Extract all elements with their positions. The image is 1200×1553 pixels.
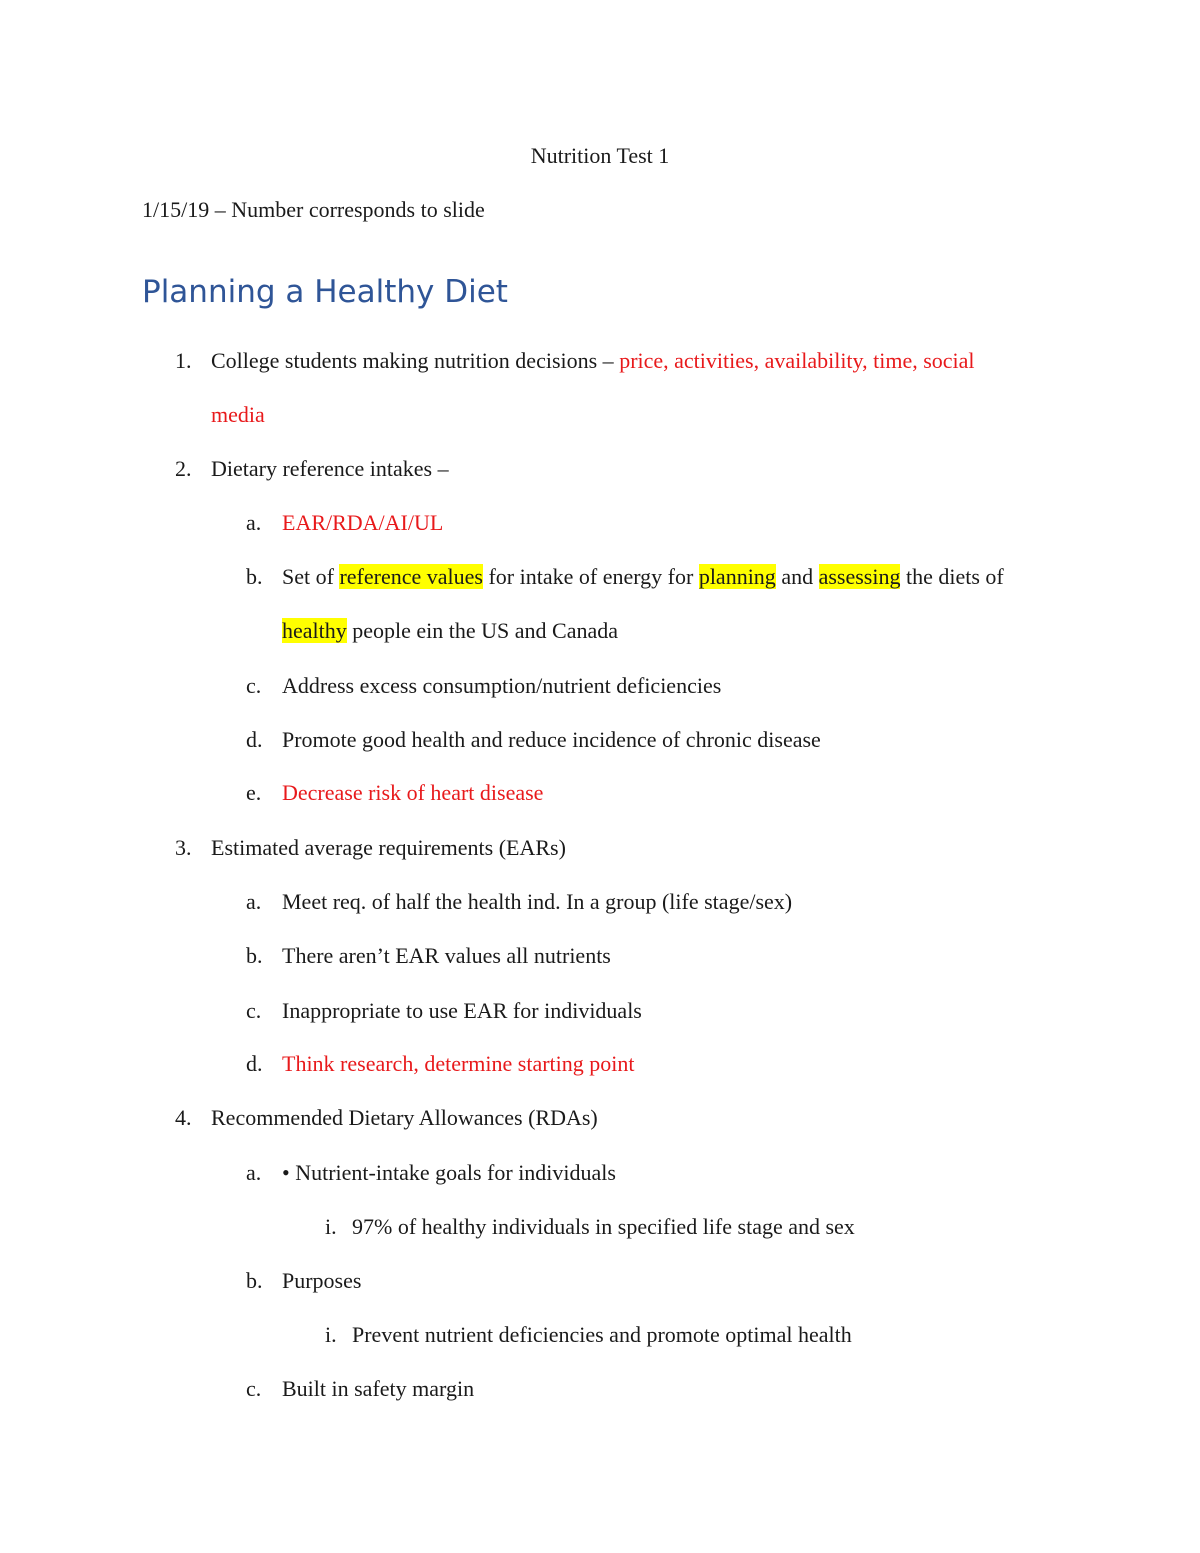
list-item-3c: Inappropriate to use EAR for individuals xyxy=(282,998,642,1023)
list-item-1 xyxy=(211,346,975,376)
list-item-1-red-text: price, activities, availability, time, social xyxy=(619,348,975,373)
list-marker-3d: d. xyxy=(246,1051,263,1076)
list-marker-4a-i: i. xyxy=(325,1214,337,1239)
list-marker-2c: c. xyxy=(246,673,262,698)
list-marker-3c: c. xyxy=(246,998,262,1023)
list-item-3b: There aren’t EAR values all nutrients xyxy=(282,943,611,968)
highlighted-text: reference values xyxy=(339,564,483,589)
list-marker-4b-i: i. xyxy=(325,1322,337,1347)
list-item-2b-text: Set of xyxy=(282,564,340,589)
list-marker-2d: d. xyxy=(246,727,263,752)
section-heading: Planning a Healthy Diet xyxy=(142,274,508,310)
list-item-3: Estimated average requirements (EARs) xyxy=(211,835,566,860)
list-item-2b-text: the diets of xyxy=(900,564,1004,589)
list-marker-2b: b. xyxy=(246,564,263,589)
list-marker-4a: a. xyxy=(246,1160,262,1185)
highlighted-text: assessing xyxy=(818,564,901,589)
list-marker-2e: e. xyxy=(246,780,262,805)
list-marker-4: 4. xyxy=(175,1105,192,1130)
list-item-2d: Promote good health and reduce incidence of chronic disease xyxy=(282,727,821,752)
list-item-2b-text: and xyxy=(775,564,819,589)
list-item-2: Dietary reference intakes – xyxy=(211,456,449,481)
document-title: Nutrition Test 1 xyxy=(530,143,670,168)
list-marker-4b: b. xyxy=(246,1268,263,1293)
list-item-1-continuation: media xyxy=(211,402,265,427)
list-item-4a: • Nutrient-intake goals for individuals xyxy=(282,1160,616,1185)
list-item-3d: Think research, determine starting point xyxy=(282,1051,635,1076)
list-item-3a: Meet req. of half the health ind. In a group (life stage/sex) xyxy=(282,889,793,914)
list-item-2b-continuation xyxy=(282,616,618,646)
list-item-2b-text: for intake of energy for xyxy=(482,564,699,589)
highlighted-text: healthy xyxy=(282,618,347,643)
list-item-2e: Decrease risk of heart disease xyxy=(282,780,544,805)
list-item-2b xyxy=(282,562,1004,592)
list-marker-4c: c. xyxy=(246,1376,262,1401)
list-item-4: Recommended Dietary Allowances (RDAs) xyxy=(211,1105,598,1130)
highlighted-text: planning xyxy=(698,564,776,589)
list-item-1-text: College students making nutrition decisions – xyxy=(211,348,620,373)
list-marker-1: 1. xyxy=(175,348,192,373)
list-item-2c: Address excess consumption/nutrient deficiencies xyxy=(282,673,722,698)
list-marker-3b: b. xyxy=(246,943,263,968)
list-marker-2a: a. xyxy=(246,510,262,535)
list-marker-2: 2. xyxy=(175,456,192,481)
list-item-4b-i: Prevent nutrient deficiencies and promote optimal health xyxy=(352,1322,852,1347)
list-item-2a: EAR/RDA/AI/UL xyxy=(282,510,444,535)
list-item-2b-text: people ein the US and Canada xyxy=(346,618,619,643)
list-marker-3: 3. xyxy=(175,835,192,860)
list-item-4b: Purposes xyxy=(282,1268,362,1293)
date-line: 1/15/19 – Number corresponds to slide xyxy=(142,197,485,222)
list-item-4a-i: 97% of healthy individuals in specified life stage and sex xyxy=(352,1214,855,1239)
list-item-4c: Built in safety margin xyxy=(282,1376,475,1401)
list-marker-3a: a. xyxy=(246,889,262,914)
